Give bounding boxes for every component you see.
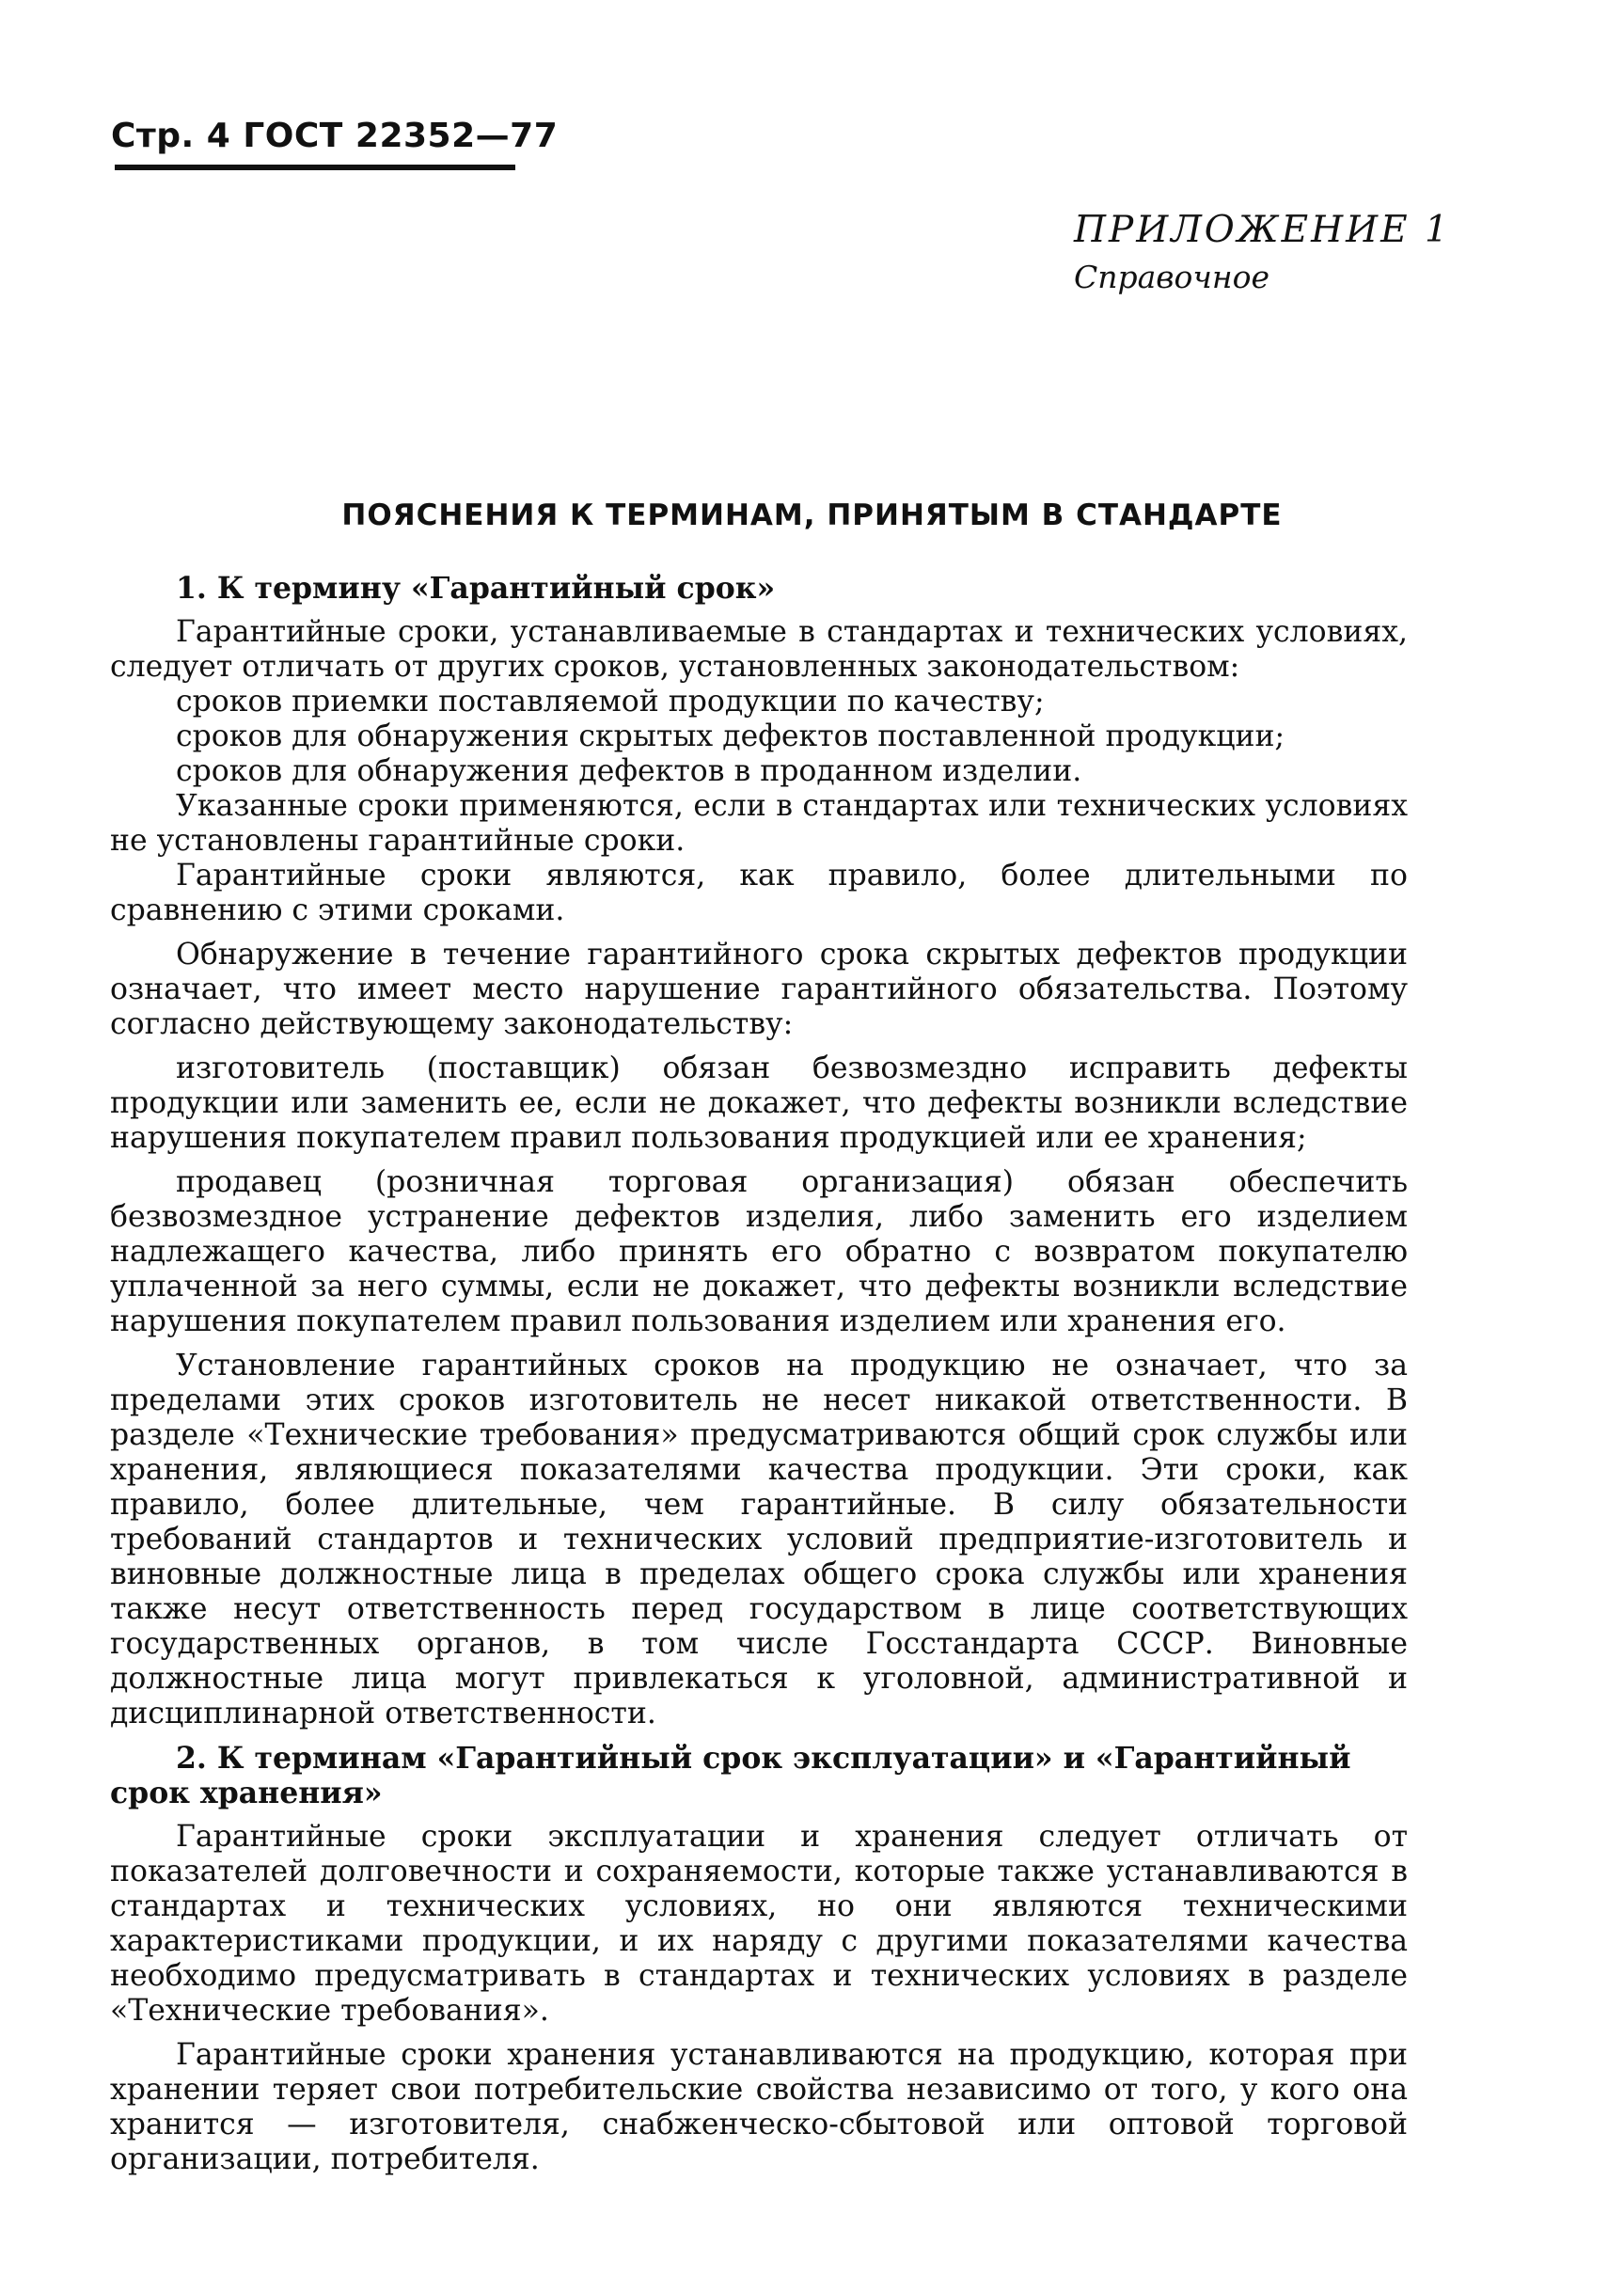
- body-text: [110, 569, 1408, 2177]
- appendix-label: [1074, 209, 1451, 295]
- list-item: сроков для обнаружения скрытых дефектов поставленной продукции;: [176, 719, 1285, 753]
- list-item: сроков для обнаружения дефектов в проданном изделии.: [176, 754, 1082, 788]
- running-head: Стр. 4 ГОСТ 22352—77: [111, 117, 559, 155]
- appendix-subtitle: Справочное: [1074, 259, 1270, 295]
- paragraph: Гарантийные сроки хранения устанавливаются на продукцию, которая при хранении теряет свои потребительские свойства независимо от того, у кого она хранится — изготовителя, снабженческо-сбытовой или оптовой торговой организации, потребителя.: [110, 2038, 1408, 2176]
- section-2-heading: 2. К терминам «Гарантийный срок эксплуатации» и «Гарантийный срок хранения»: [110, 1741, 1351, 1810]
- paragraph: Установление гарантийных сроков на продукцию не означает, что за пределами этих сроков изготовитель не несет никакой ответственности. В разделе «Технические требования» предусматриваются общий срок службы или хранения, являющиеся показателями качества продукции. Эти сроки, как правило, более длительные, чем гарантийные. В силу обязательности требований стандартов и технических условий предприятие-изготовитель и виновные должностные лица в пределах общего срока службы или хранения также несут ответственность перед государством в лице соответствующих государственных органов, в том числе Госстандарта СССР. Виновные должностные лица могут привлекаться к уголовной, административной и дисциплинарной ответственности.: [110, 1349, 1408, 1730]
- paragraph: изготовитель (поставщик) обязан безвозмездно исправить дефекты продукции или заменить ее, если не докажет, что дефекты возникли вследствие нарушения покупателем правил пользования продукцией или ее хранения;: [110, 1051, 1408, 1155]
- appendix-title: ПРИЛОЖЕНИЕ 1: [1074, 209, 1451, 251]
- paragraph: Гарантийные сроки, устанавливаемые в стандартах и технических условиях, следует отличать от других сроков, установленных законодательством:: [110, 615, 1408, 684]
- paragraph: Гарантийные сроки эксплуатации и хранения следует отличать от показателей долговечности и сохраняемости, которые также устанавливаются в стандартах и технических условиях, но они являются техническими характеристиками продукции, и их наряду с другими показателями качества необходимо предусматривать в стандартах и технических условиях в разделе «Технические требования».: [110, 1820, 1408, 2028]
- header-rule: [115, 165, 515, 170]
- section-1-heading: 1. К термину «Гарантийный срок»: [176, 571, 776, 606]
- main-title: ПОЯСНЕНИЯ К ТЕРМИНАМ, ПРИНЯТЫМ В СТАНДАРТЕ: [341, 498, 1283, 532]
- paragraph: продавец (розничная торговая организация) обязан обеспечить безвозмездное устранение дефектов изделия, либо заменить его изделием надлежащего качества, либо принять его обратно с возвратом покупателю уплаченной за него суммы, если не докажет, что дефекты возникли вследствие нарушения покупателем правил пользования изделием или хранения его.: [110, 1165, 1408, 1338]
- paragraph: Гарантийные сроки являются, как правило, более длительными по сравнению с этими сроками.: [110, 859, 1408, 927]
- paragraph: Обнаружение в течение гарантийного срока скрытых дефектов продукции означает, что имеет место нарушение гарантийного обязательства. Поэтому согласно действующему законодательству:: [110, 938, 1408, 1041]
- list-item: сроков приемки поставляемой продукции по качеству;: [176, 685, 1045, 719]
- paragraph: Указанные сроки применяются, если в стандартах или технических условиях не установлены гарантийные сроки.: [110, 789, 1408, 858]
